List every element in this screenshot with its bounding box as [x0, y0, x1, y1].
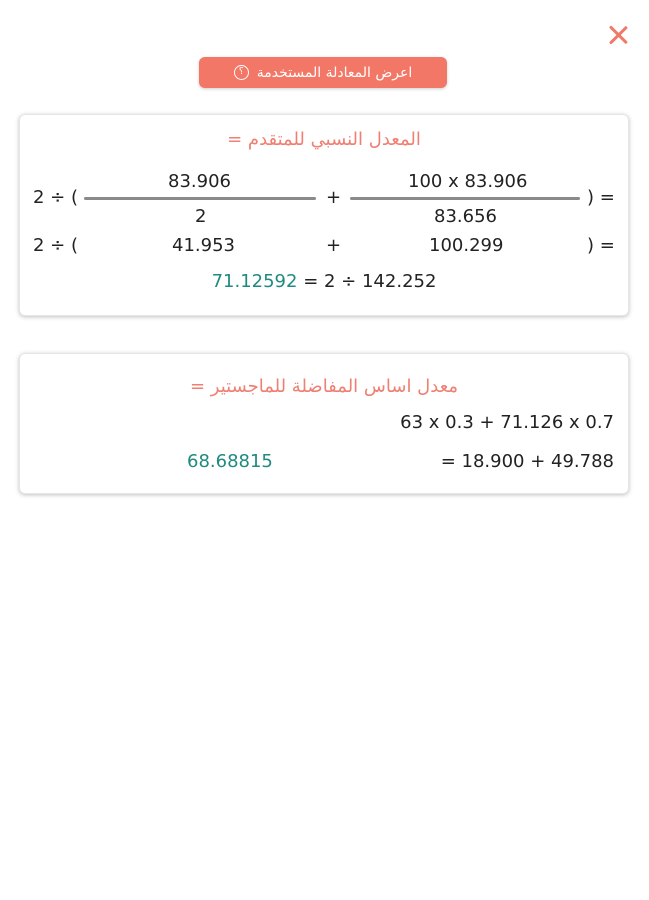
row2-value1: 41.953: [172, 235, 235, 256]
fraction1-denominator: 2: [195, 206, 207, 227]
weighted-values: = 18.900 + 49.788: [440, 451, 614, 472]
row2-plus: +: [326, 235, 342, 256]
relative-gpa-card: [19, 114, 629, 316]
relative-gpa-title: المعدل النسبي للمتقدم =: [227, 129, 421, 150]
relative-gpa-result: 71.12592: [211, 271, 298, 292]
row2-value2: 100.299: [429, 235, 504, 256]
row2-left: 2 ÷ (: [33, 235, 78, 256]
masters-score-card: [19, 353, 629, 494]
fraction2-denominator: 83.656: [434, 206, 497, 227]
help-icon: ؟: [234, 65, 249, 80]
masters-score-result: 68.68815: [187, 451, 273, 472]
fraction1-numerator: 83.906: [168, 171, 231, 192]
row1-right: ) =: [587, 187, 615, 208]
show-formula-button[interactable]: [199, 57, 447, 88]
masters-score-title: معدل اساس المفاضلة للماجستير =: [189, 376, 459, 397]
relative-gpa-expr: = 2 ÷ 142.252: [303, 271, 437, 292]
fraction2-line: [350, 197, 580, 200]
close-icon[interactable]: [605, 22, 631, 48]
fraction1-line: [84, 197, 316, 200]
show-formula-label: اعرض المعادلة المستخدمة: [256, 64, 413, 81]
row2-right: ) =: [587, 235, 615, 256]
row1-left: 2 ÷ (: [33, 187, 78, 208]
weighted-formula: 63 x 0.3 + 71.126 x 0.7: [400, 412, 614, 433]
row1-plus: +: [326, 187, 342, 208]
fraction2-numerator: 100 x 83.906: [408, 171, 528, 192]
relative-gpa-result-row: [20, 271, 628, 292]
